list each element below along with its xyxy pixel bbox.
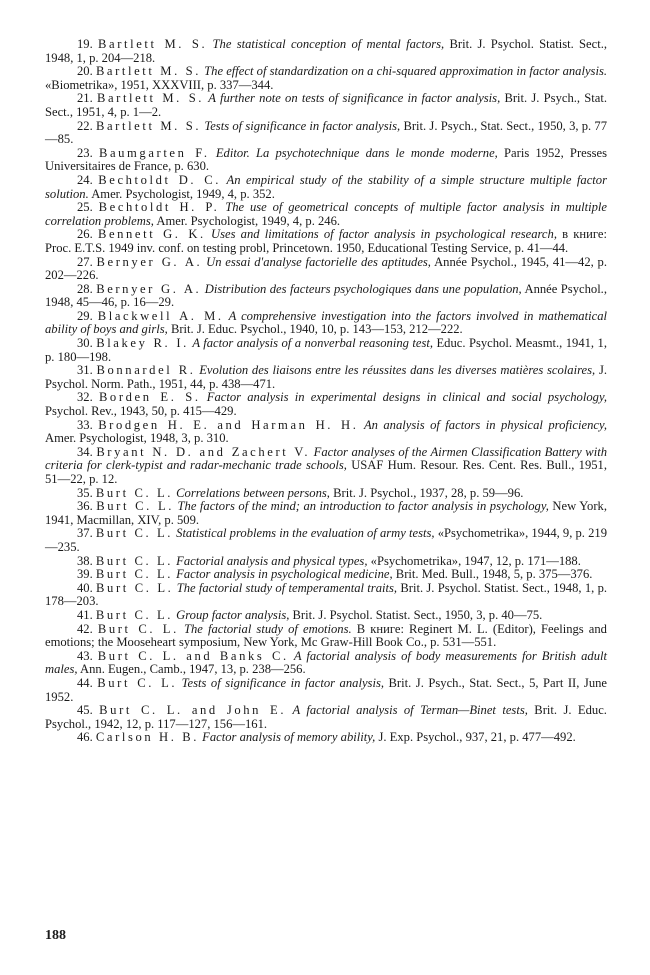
entry-title: Evolution des liaisons entre les réussites dans les diverses matières scolaires,: [199, 363, 596, 378]
bibliography-list: [45, 38, 607, 745]
entry-title: The effect of standardization on a chi-squared approximation in factor analysis.: [204, 64, 608, 79]
entry-source: Amer. Psychologist, 1949, 4, p. 246.: [156, 213, 341, 228]
bibliography-entry: [45, 677, 607, 704]
entry-author: Burt C. L.: [95, 607, 173, 622]
entry-title: Factor analysis of memory ability,: [202, 730, 376, 745]
entry-source: В книге: Reginert M. L. (Editor), Feelings and emotions; the Mooseheart symposium, New York, Mc Graw-Hill Book Co., p. 531—551.: [45, 621, 607, 650]
bibliography-entry: [45, 623, 607, 650]
bibliography-entry: [45, 310, 607, 337]
bibliography-entry: [45, 364, 607, 391]
entry-author: Burt C. L.: [96, 580, 174, 595]
entry-author: Burt C. L. and Banks C.: [97, 648, 289, 663]
entry-title: Factorial analysis and physical types,: [176, 553, 368, 568]
bibliography-entry: [45, 283, 607, 310]
entry-title: Uses and limitations of factor analysis in psychological research,: [211, 227, 557, 242]
bibliography-entry: [45, 487, 607, 501]
entry-number: 33.: [77, 417, 93, 432]
entry-source: Année Psychol., 1948, 45—46, p. 16—29.: [45, 281, 607, 310]
entry-number: 19.: [77, 37, 93, 51]
entry-title: A factorial analysis of body measurements for British adult males,: [45, 648, 608, 677]
entry-title: Tests of significance in factor analysis,: [204, 118, 401, 133]
bibliography-entry: [45, 337, 607, 364]
bibliography-entry: [45, 704, 607, 731]
entry-title: The use of geometrical concepts of multiple factor analysis in multiple correlation problems,: [45, 200, 608, 228]
entry-author: Burt C. L.: [95, 567, 173, 582]
entry-number: 38.: [77, 553, 93, 568]
entry-source: Brit. J. Psych., Stat. Sect., 1950, 3, p. 77—85.: [45, 118, 608, 147]
entry-number: 43.: [77, 648, 93, 663]
entry-source: Brit. J. Educ. Psychol., 1940, 10, p. 143—153, 212—222.: [170, 322, 463, 337]
entry-author: Burt C. L.: [97, 621, 179, 636]
bibliography-entry: [45, 65, 607, 92]
entry-author: Bartlett M. S.: [96, 91, 205, 106]
bibliography-entry: [45, 609, 607, 623]
entry-number: 44.: [77, 675, 93, 690]
bibliography-entry: [45, 555, 607, 569]
page-number: 188: [45, 928, 66, 943]
bibliography-entry: [45, 256, 607, 283]
entry-number: 26.: [77, 227, 93, 242]
entry-author: Borden E. S.: [98, 390, 201, 405]
bibliography-entry: [45, 527, 607, 554]
entry-source: J. Exp. Psychol., 937, 21, p. 477—492.: [378, 730, 576, 745]
bibliography-entry: [45, 650, 607, 677]
entry-number: 20.: [77, 64, 93, 79]
entry-source: Ann. Eugen., Camb., 1947, 13, p. 238—256.: [80, 662, 306, 677]
bibliography-entry: [45, 500, 607, 527]
entry-number: 27.: [77, 254, 93, 269]
entry-title: An analysis of factors in physical proficiency,: [363, 417, 607, 432]
entry-author: Burt C. L.: [96, 499, 175, 514]
entry-number: 22.: [77, 118, 93, 133]
bibliography-entry: [45, 391, 607, 418]
entry-source: Année Psychol., 1945, 41—42, p. 202—226.: [45, 254, 608, 283]
bibliography-entry: [45, 174, 607, 201]
entry-source: Brit. Med. Bull., 1948, 5, p. 375—376.: [395, 567, 593, 582]
entry-number: 28.: [77, 281, 93, 296]
entry-author: Brodgen H. E. and Harman H. H.: [98, 417, 359, 432]
entry-title: A factor analysis of a nonverbal reasoning test,: [192, 336, 434, 351]
entry-number: 36.: [77, 499, 93, 514]
entry-title: An empirical study of the stability of a simple structure multiple factor solution.: [45, 172, 607, 201]
entry-number: 39.: [77, 567, 93, 582]
entry-source: Psychol. Rev., 1943, 50, p. 415—429.: [45, 404, 237, 419]
entry-title: Statistical problems in the evaluation of army tests,: [176, 526, 435, 541]
entry-number: 32.: [77, 390, 93, 405]
entry-number: 34.: [77, 444, 93, 459]
entry-source: Brit. J. Psychol. Statist. Sect., 1948, 1, p. 178—203.: [45, 580, 608, 609]
entry-number: 31.: [77, 363, 93, 378]
bibliography-entry: [45, 568, 607, 582]
entry-number: 35.: [77, 485, 93, 500]
entry-number: 29.: [77, 308, 93, 323]
entry-title: The factorial study of temperamental traits,: [176, 580, 398, 595]
bibliography-entry: [45, 147, 607, 174]
entry-number: 24.: [77, 172, 93, 187]
entry-title: Editor. La psychotechnique dans le monde moderne,: [215, 145, 498, 160]
entry-title: A further note on tests of significance in factor analysis,: [208, 91, 501, 106]
entry-number: 45.: [77, 703, 93, 718]
entry-source: «Psychometrika», 1947, 12, p. 171—188.: [370, 553, 581, 568]
entry-source: Educ. Psychol. Measmt., 1941, 1, p. 180—198.: [45, 336, 607, 364]
entry-number: 23.: [77, 145, 93, 160]
entry-author: Bernyer G. A.: [96, 281, 202, 296]
entry-source: Paris 1952, Presses Universitaires de France, p. 630.: [45, 145, 608, 174]
entry-author: Bonnardel R.: [96, 363, 196, 378]
entry-title: Factor analysis in psychological medicine,: [176, 567, 393, 582]
entry-title: The statistical conception of mental factors,: [212, 37, 445, 51]
bibliography-entry: [45, 446, 607, 487]
entry-author: Burt C. L.: [95, 553, 173, 568]
entry-number: 30.: [77, 336, 93, 351]
entry-source: Brit. J. Psych., Stat. Sect., 1951, 4, p. 1—2.: [45, 91, 607, 119]
entry-author: Bechtoldt H. P.: [98, 200, 220, 215]
entry-number: 37.: [77, 526, 93, 541]
entry-title: A comprehensive investigation into the factors involved in mathematical ability of boys and girls,: [45, 308, 607, 337]
entry-source: Brit. J. Psychol. Statist. Sect., 1950, 3, p. 40—75.: [292, 607, 543, 622]
entry-source: New York, 1941, Macmillan, XIV, p. 509.: [45, 499, 607, 527]
bibliography-entry: [45, 419, 607, 446]
entry-author: Bechtoldt D. C.: [98, 172, 222, 187]
entry-source: в книге: Proc. E.T.S. 1949 inv. conf. on testing probl, Princetown. 1950, Educational Testing Service, p. 41—44.: [45, 227, 607, 255]
entry-author: Bartlett M. S.: [98, 37, 208, 51]
entry-title: Un essai d'analyse factorielle des aptitudes,: [206, 254, 431, 269]
entry-source: Brit. J. Educ. Psychol., 1942, 12, p. 117—127, 156—161.: [45, 703, 607, 731]
bibliography-entry: [45, 201, 607, 228]
entry-source: USAF Hum. Resour. Res. Cent. Res. Bull., 1951, 51—22, p. 12.: [45, 458, 607, 486]
entry-author: Bryant N. D. and Zachert V.: [96, 444, 311, 459]
entry-number: 46.: [77, 730, 93, 745]
entry-title: Group factor analysis,: [176, 607, 290, 622]
entry-author: Burt C. L. and John E.: [99, 703, 287, 718]
entry-number: 42.: [77, 621, 93, 636]
entry-author: Blackwell A. M.: [97, 308, 224, 323]
entry-author: Bernyer G. A.: [96, 254, 203, 269]
entry-author: Bartlett M. S.: [95, 118, 202, 133]
bibliography-entry: [45, 120, 607, 147]
entry-author: Blakey R. I.: [96, 336, 189, 351]
entry-title: Factor analysis in experimental designs in clinical and social psychology,: [206, 390, 607, 405]
entry-source: Brit. J. Psych., Stat. Sect., 5, Part II, June 1952.: [45, 675, 608, 704]
entry-title: The factors of the mind; an introduction to factor analysis in psychology,: [177, 499, 549, 514]
entry-author: Burt C. L.: [95, 485, 173, 500]
entry-number: 25.: [77, 200, 93, 215]
entry-author: Bennett G. K.: [97, 227, 206, 242]
entry-source: Amer. Psychologist, 1948, 3, p. 310.: [45, 431, 229, 446]
entry-title: The factorial study of emotions.: [183, 621, 352, 636]
bibliography-entry: [45, 582, 607, 609]
entry-source: Amer. Psychologist, 1949, 4, p. 352.: [91, 186, 275, 201]
entry-source: «Psychometrika», 1944, 9, p. 219—235.: [45, 526, 607, 554]
bibliography-entry: [45, 228, 607, 255]
entry-title: Correlations between persons,: [176, 485, 330, 500]
entry-author: Baumgarten F.: [98, 145, 210, 160]
entry-author: Burt C. L.: [95, 526, 173, 541]
entry-number: 40.: [77, 580, 93, 595]
bibliography-entry: [45, 38, 607, 65]
entry-number: 21.: [77, 91, 93, 106]
entry-title: Distribution des facteurs psychologiques dans une population,: [204, 281, 522, 296]
entry-number: 41.: [77, 607, 93, 622]
entry-author: Carlson H. B.: [95, 730, 199, 745]
bibliography-entry: [45, 731, 607, 745]
entry-author: Burt C. L.: [97, 675, 178, 690]
entry-source: «Biometrika», 1951, XXXVIII, p. 337—344.: [45, 77, 274, 92]
bibliography-entry: [45, 92, 607, 119]
entry-source: Brit. J. Psychol., 1937, 28, p. 59—96.: [333, 485, 524, 500]
entry-title: Tests of significance in factor analysis,: [181, 675, 384, 690]
entry-title: A factorial analysis of Terman—Binet tests,: [292, 703, 528, 718]
entry-source: Brit. J. Psychol. Statist. Sect., 1948, 1, p. 204—218.: [45, 37, 608, 65]
entry-author: Bartlett M. S.: [95, 64, 201, 79]
entry-source: J. Psychol. Norm. Path., 1951, 44, p. 438—471.: [45, 363, 607, 391]
entry-title: Factor analyses of the Airmen Classification Battery with criteria for clerk-typist and radar-mechanic trade schools,: [45, 444, 607, 473]
